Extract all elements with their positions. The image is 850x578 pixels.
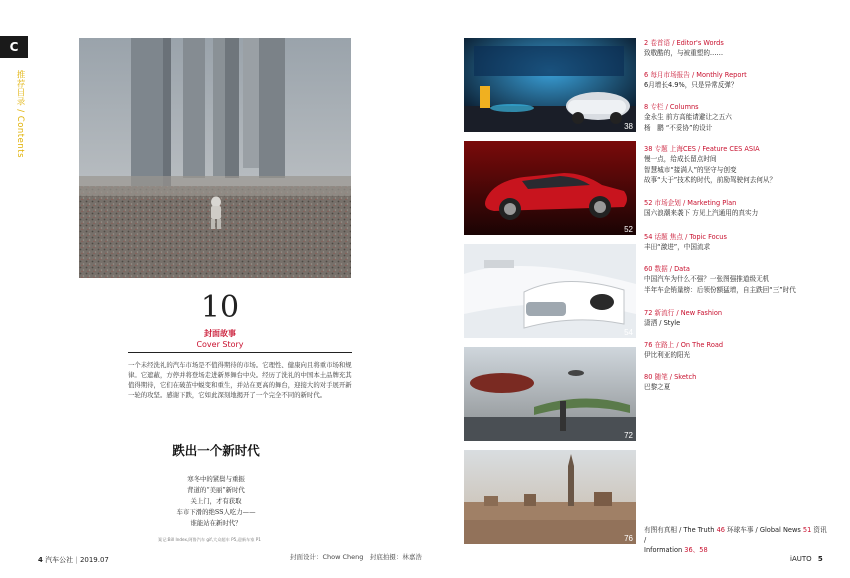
thumb-ces-concept	[464, 38, 636, 132]
thumb-city-skyline	[464, 450, 636, 544]
magazine-name: 汽车公社	[45, 556, 74, 564]
toc-entry-topic-focus[interactable]	[644, 232, 844, 253]
toc-heading: 72 新流行 / New Fashion	[644, 309, 723, 317]
subhead-line: 背道的“美丽”新时代	[187, 486, 245, 494]
thumb-page-number: 52	[624, 225, 633, 234]
subhead-line: 谁能站在新时代？	[190, 519, 242, 527]
toc-line: 智慧城市“接满人”的坚守与创变	[644, 165, 737, 174]
toc-heading: 80 随笔 / Sketch	[644, 373, 697, 381]
thumb-toyota-concept	[464, 244, 636, 338]
issue-date: 2019.07	[79, 556, 109, 564]
subhead-line: 寒冬中的紧鬓与重振	[187, 475, 245, 483]
toc-heading: 60 数据 / Data	[644, 265, 690, 273]
toc-entry-new-fashion[interactable]	[644, 308, 844, 329]
more-line: Information 36、58	[644, 546, 708, 554]
toc-heading: 52 市场企划 / Marketing Plan	[644, 199, 737, 207]
thumb-page-number: 38	[624, 122, 633, 131]
toc-line: 中国汽车为什么不强？一张图强推道级无机	[644, 275, 770, 284]
cover-story-title-cn: 封面故事	[204, 329, 236, 338]
toc-entry-marketing-plan[interactable]	[644, 198, 844, 219]
toc-entry-editors-words[interactable]	[644, 38, 844, 59]
thumb-red-sedan	[464, 141, 636, 235]
toc-entry-on-the-road[interactable]	[644, 340, 844, 361]
folio-right	[790, 555, 823, 563]
divider	[128, 352, 352, 353]
toc-line: 国六浪潮来袭下 方见上汽通用的真实力	[644, 209, 759, 218]
toc-entry-data[interactable]	[644, 264, 844, 295]
cover-headline: 跌出一个新时代	[172, 443, 260, 458]
cover-story-description: 一个未经洗礼的汽车市场是不值得期待的市场。它理性、健康向且将重市场和规律。它遮蔽，方停并将登场走进新界舞台中央。经历了洗礼的中国本土品牌充其值得期待，它们在破茧中蜕变和重生，并站在更高的舞台，迎接大的对手展开新一轮的攻坚。感谢下跌，它如此深刻地揭开了一个完全不同的新时代。	[128, 361, 352, 399]
thumb-airship-city	[464, 347, 636, 441]
cover-subheads	[150, 474, 282, 529]
toc-entry-monthly-report[interactable]	[644, 70, 844, 91]
toc-heading: 76 在路上 / On The Road	[644, 341, 724, 349]
thumb-page-number: 54	[624, 328, 633, 337]
toc-heading: 54 话题 焦点 / Topic Focus	[644, 233, 727, 241]
toc-line: 故事“大于”技术的时代，前励驾驶何去何从？	[644, 176, 777, 185]
toc-line: 巴黎之夏	[644, 383, 671, 392]
thumb-page-number: 76	[624, 534, 633, 543]
toc-heading: 2 卷首语 / Editor's Words	[644, 39, 724, 47]
folio-left: 4 汽车公社 | 2019.07	[38, 556, 109, 564]
toc-line: 丰田“激进”，中国流求	[644, 243, 711, 252]
cover-design-credit: 封面设计：Chow Cheng 封底拍摄：林嘉浩	[290, 553, 422, 561]
toc-entry-columns[interactable]	[644, 102, 844, 133]
toc-line: 潇洒 / Style	[644, 319, 681, 328]
subhead-line: 关上门，才有获取	[190, 497, 242, 505]
thumb-page-number: 72	[624, 431, 633, 440]
toc-line: 致敬酷的，与被重塑的……	[644, 49, 724, 58]
more-sections	[644, 525, 829, 555]
toc-entry-feature-ces[interactable]	[644, 144, 844, 186]
cover-photo	[79, 38, 351, 278]
page-number: 4	[38, 556, 43, 564]
toc-heading: 8 专栏 / Columns	[644, 103, 699, 111]
toc-line: 6月增长4.9%，只是异常反弹？	[644, 81, 738, 90]
toc-heading: 6 每月市场报告 / Monthly Report	[644, 71, 747, 79]
toc-line: 半年车企销量榜：后领份额猛增，自主跌回“三”时代	[644, 285, 796, 294]
page-number: 5	[817, 555, 823, 563]
toc-line: 杨 鹏 “不妥协”的设计	[644, 123, 713, 132]
toc-line: 金永生 前方高能请避让之五六	[644, 113, 732, 122]
brand-name: iAUTO	[790, 555, 812, 563]
toc-heading: 38 专题 上海CES / Feature CES ASIA	[644, 145, 760, 153]
toc-line: 伊比利亚的阳光	[644, 351, 691, 360]
section-tab: C	[0, 36, 28, 58]
subhead-line: 车市下滑的绝SS人吃力——	[176, 508, 256, 516]
image-credits: 案记:Bill Index,阿鲁汽车 gif,大众超车 P5,迎新车家 P1	[158, 537, 261, 542]
toc-line: 慢一点，给成长留点时间	[644, 155, 717, 164]
toc-entry-sketch[interactable]	[644, 372, 844, 393]
side-contents-label: 推荐目录 / Contents	[15, 70, 25, 159]
more-line: 有图有真相 / The Truth 46 环球车事 / Global News 51 资讯 /	[644, 526, 827, 544]
cover-story-title-en: Cover Story	[196, 340, 244, 349]
cover-story-page-number: 10	[200, 290, 240, 325]
